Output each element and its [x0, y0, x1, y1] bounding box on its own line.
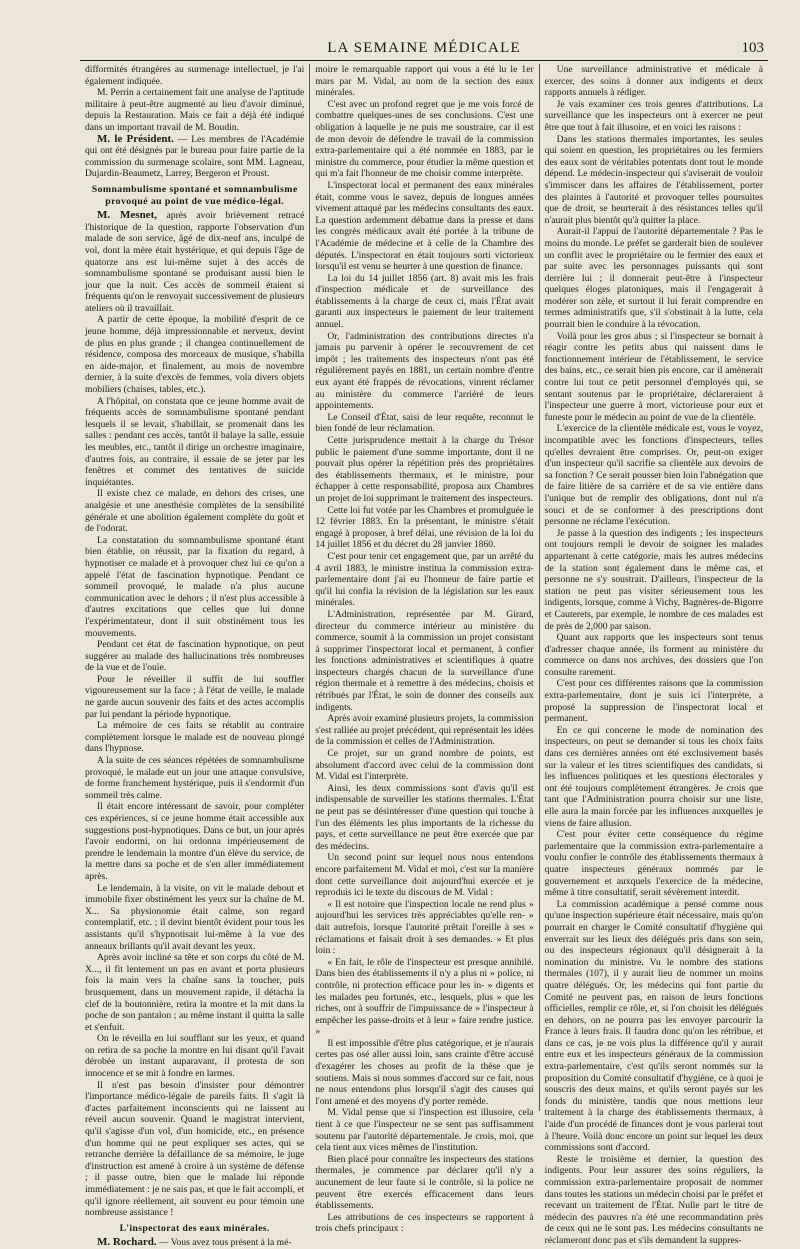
column-middle: [309, 64, 538, 1235]
paragraph: [85, 1237, 304, 1249]
paragraph: C'est avec un profond regret que je me vois forcé de combattre quelques-unes de ses conclusions. C'est une obligation à laquelle je ne puis me soustraire, car il est de mon devoir de défendre le travail de la commission extra-parlementaire qui a été nommée en 1883, par le ministre du commerce, pour étudier la même question et qui m'a fait l'honneur de me choisir comme interprète.: [315, 98, 534, 180]
paragraph: Dans les stations thermales importantes, les seules qui soient en question, les propriétaires ou les fermiers des eaux sont de véritables potentats dont tout le monde dépend. Le médecin-inspecteur qui s'aviserait de vouloir s'immiscer dans les affaires de l'établissement, porter des plaintes à l'autorité et provoquer telles poursuites que de droit, se heurterait à des résistances telles qu'il n'aurait plus bientôt qu'à quitter la place.: [544, 133, 764, 226]
column-right: [539, 64, 768, 1246]
paragraph: Je vais examiner ces trois genres d'attributions. La surveillance que les inspecteurs ont à exercer ne peut être que tout à fait illusoire, et en voici les raisons :: [544, 98, 764, 133]
paragraph: La mémoire de ces faits se rétablit au contraire complètement lorsque le malade est de nouveau plongé dans l'hypnose.: [85, 720, 305, 755]
paragraph: La loi du 14 juillet 1856 (art. 8) avait mis les frais d'inspection médicale et de surveillance des établissements à la charge de ceux ci, mais l'État avait garanti aux inspecteurs le paiement de leur traitement annuel.: [315, 272, 534, 331]
paragraph: Ainsi, les deux commissions sont d'avis qu'il est indispensable de surveiller les stations thermales. L'État ne peut pas se désintéresser d'une question qui touche à l'un des éléments les plus importants de la richesse du pays, et cette surveillance ne peut être exercée que par des médecins.: [315, 782, 534, 852]
paragraph: Un second point sur lequel nous nous entendons encore parfaitement M. Vidal et moi, c'est sur la manière dont cette surveillance doit aujourd'hui exercée et je reproduis ici le texte du discours de M. Vidal :: [315, 852, 534, 899]
speaker-name: M. Rochard.: [97, 1236, 157, 1249]
paragraph: Reste le troisième et dernier, la question des indigents. Pour leur assurer des soins réguliers, la commission extra-parlementaire proposait de nommer dans toutes les stations un médecin choisi par le préfet et recevant un traitement de l'État. Nulle part le titre de médecin des pauvres n'a été une recommandation près de ceux qui ne le sont pas. Les médecins consultants ne réclameront donc pas et s'ils demandent la suppres-: [544, 1153, 764, 1246]
page-number: 103: [741, 40, 764, 56]
paragraph: A partir de cette époque, la mobilité d'esprit de ce jeune homme, déjà impressionnable et nerveux, devint de plus en plus grande ; il changea continuellement de résidence, composa des morceaux de musique, s'habilla en aide-major, et finalement, au mois de novembre dernier, à la suite d'excès de femmes, vola divers objets mobiliers (chaises, tables, etc.).: [85, 314, 305, 396]
running-title: LA SEMAINE MÉDICALE: [327, 40, 521, 56]
paragraph: Le lendemain, à la visite, on vit le malade debout et immobile fixer obstinément les yeux sur la chaîne de M. X... Sa physionomie était calme, son regard contemplatif, etc. ; il devint bientôt évident pour tous les assistants qu'il s'hypnotisait lui-même à la vue des anneaux brillants qu'il avait devant les yeux.: [85, 882, 305, 952]
paragraph: [85, 134, 304, 180]
paragraph: Après avoir incliné sa tête et son corps du côté de M. X..., il fit lentement un pas en avant et porta plusieurs fois la main vers la chaîne sans la toucher, puis brusquement, dans un mouvement rapide, il détacha la clef de la boutonnière, retira la montre et la mit dans la poche de son pantalon ; au même instant il quitta la salle et s'enfuit.: [85, 952, 305, 1033]
paragraph: A l'hôpital, on constata que ce jeune homme avait de fréquents accès de somnambulisme spontané pendant lesquels il se levait, s'habillait, se promenait dans les salles : pendant ces accès, tantôt il balaye la salle, essuie les meubles, etc., tantôt il dirige un orchestre imaginaire, d'autres fois, au contraire, il essaie de se jeter par les fenêtres et commet des tentatives de suicide inquiétantes.: [85, 395, 305, 488]
quotation: « Il est notoire que l'inspection locale ne rend plus » aujourd'hui les services très appréciables qu'elle ren- » dait autrefois, lorsque l'autorité prêtait l'oreille à ses » réclamations et faisait droit à ses demandes. » Et plus loin :: [315, 898, 534, 957]
section-heading: L'inspectorat des eaux minérales.: [119, 1222, 270, 1234]
paragraph: C'est pour éviter cette conséquence du régime parlementaire que la commission extra-parlementaire a voulu confier le contrôle des établissements thermaux à quatre inspecteurs généraux nommés par le gouvernement et auxquels l'exercice de la médecine, même à titre consultatif, serait sévèrement interdit.: [544, 829, 764, 899]
paragraph: Je passe à la question des indigents ; les inspecteurs ont toujours rempli le devoir de soigner les malades appartenant à cette catégorie, mais les autres médecins de la station sont également dans le même cas, et personne ne s'y soustrait. D'ailleurs, l'inspecteur de la station ne peut pas visiter sérieusement tous les indigents, lorsque, comme à Vichy, Bagnères-de-Bigorre et Cauterets, par exemple, le nombre de ces malades est de près de 2,000 par saison.: [544, 527, 764, 632]
paragraph: Après avoir examiné plusieurs projets, la commission s'est ralliée au projet précédent, qui représentait les idées de la commission et celles de l'Administration.: [315, 713, 534, 748]
paragraph: On le réveilla en lui soufflant sur les yeux, et quand on retira de sa poche la montre en lui disant qu'il l'avait dérobée un instant auparavant, il protesta de son innocence et se mit à fondre en larmes.: [85, 1033, 305, 1080]
paragraph: Il est impossible d'être plus catégorique, et je n'aurais certes pas osé aller aussi loin, sans crainte d'être accusé d'exagérer les choses au profit de la thèse que je soutiens. Mais si nous sommes d'accord sur ce fait, nous ne nous entendons plus lorsqu'il s'agit des causes qui l'ont amené et des moyens d'y porter remède.: [315, 1037, 534, 1107]
paragraph: Il n'est pas besoin d'insister pour démontrer l'importance médico-légale de pareils faits. Il s'agit là d'actes parfaitement inconscients qui ne laissent au réveil aucun souvenir. Quand le magistrat intervient, qu'il s'agisse d'un vol, d'un homicide, etc., en présence d'un homme qui ne peut expliquer ses actes, qui se retranche derrière la défaillance de sa mémoire, le juge d'instruction est amené à croire à un système de défense ; il passe outre, bien que le malade lui réponde immédiatement : je ne sais pas, et que le fait accompli, et qu'il ignore réellement, ait souvent eu pour témoin une nombreuse assistance !: [85, 1079, 305, 1219]
paragraph: Aurait-il l'appui de l'autorité départementale ? Pas le moins du monde. Le préfet se garderait bien de soulever un conflit avec le propriétaire ou le fermier des eaux et par suite avec les personnages puissants qui sont derrière lui ; il donnerait peut-être à l'inspecteur quelques éloges platoniques, mais il l'engagerait à modérer son zèle, et surtout il lui ferait comprendre en termes administratifs que, s'il s'obstinait à la lutte, cela pourrait bien le conduire à la révocation.: [544, 226, 764, 331]
paragraph: Cette jurisprudence mettait à la charge du Trésor public le paiement d'une somme importante, dont il ne pouvait plus opérer la répétition près des propriétaires des établissements thermaux, et le ministre, pour échapper à cette responsabilité, proposa aux Chambres un projet de loi supprimant le traitement des inspecteurs.: [315, 435, 534, 504]
paragraph: Le Conseil d'État, saisi de leur requête, reconnut le bien fondé de leur réclamation.: [315, 411, 534, 435]
paragraph: Pendant cet état de fascination hypnotique, on peut suggérer au malade des hallucinations très nombreuses de la vue et de l'ouïe.: [85, 639, 305, 674]
paragraph: M. Vidal pense que si l'inspection est illusoire, cela tient à ce que l'inspecteur ne se sent pas suffisamment soutenu par l'autorité départementale. Je crois, moi, que cela tient aux vices mêmes de l'institution.: [315, 1107, 534, 1154]
paragraph: Une surveillance administrative et médicale à exercer, des soins à donner aux indigents et deux rapports annuels à rédiger.: [544, 64, 764, 99]
paragraph: Il était encore intéressant de savoir, pour compléter ces expériences, si ce jeune homme était accessible aux suggestions post-hypnotiques. Dans ce but, un jour après l'avoir endormi, on lui ordonna impérieusement de prendre le lendemain la montre d'un élève du service, de la mettre dans sa poche et de s'en aller immédiatement après.: [85, 801, 305, 882]
paragraph: En ce qui concerne le mode de nomination des inspecteurs, on peut se demander si tous les choix faits dans ces dernières années ont été exclusivement basés sur la valeur et les titres scientifiques des candidats, si les influences politiques et les questions électorales y ont été toujours complètement étrangères. Je crois que tant que l'Administration pourra choisir sur une liste, elle aura la main forcée par les influences auxquelles je viens de faire allusion.: [544, 724, 764, 829]
paragraph: Cette loi fut votée par les Chambres et promulguée le 12 février 1883. En la présentant, le ministre s'était engagé à proposer, à bref délai, une révision de la loi du 14 juillet 1856 et du décret du 28 janvier 1860.: [315, 504, 534, 551]
paragraph: A la suite de ces séances répétées de somnambulisme provoqué, le malade eut un jour une attaque convulsive, de forme franchement hystérique, puis il s'endormit d'un sommeil très calme.: [85, 755, 305, 801]
paragraph: Pour le réveiller il suffit de lui souffler vigoureusement sur la face ; à l'état de veille, le malade ne garde aucun souvenir des faits et des actes accomplis par lui pendant la période hypnotique.: [85, 673, 305, 720]
paragraph: L'Administration, représentée par M. Girard, directeur du commerce intérieur au ministère du commerce, soumit à la commission un projet consistant à supprimer l'inspectorat local et permanent, à confier les fonctions administratives et scientifiques à quatre inspecteurs chargés chacun de la surveillance d'une région thermale et à remettre à des médecins, choisis et rétribués par l'État, le soin de donner des conseils aux indigents.: [315, 608, 534, 713]
paragraph: La constatation du somnambulisme spontané étant bien établie, on réussit, par la fixation du regard, à hypnotiser ce malade et à provoquer chez lui ce qu'on a appelé l'état de fascination hypnotique. Pendant ce sommeil provoqué, le malade n'a plus aucune communication avec le dehors ; il n'est plus accessible à d'autres excitations que celles que lui donne l'expérimentateur, dont il suit obstinément tous les mouvements.: [85, 534, 305, 639]
speaker-name: M. Mesnet,: [97, 209, 157, 222]
paragraph: L'inspectorat local et permanent des eaux minérales était, comme vous le savez, depuis de longues années vivement attaqué par les médecins consultants des eaux. La question ardemment débattue dans la presse et dans les congrès médicaux avait été portée à la tribune de l'Académie de médecine et à celle de la Chambre des députés. L'inspectorat en était toujours sorti victorieux lorsqu'il est venu se heurter à une question de finance.: [315, 179, 534, 273]
section-heading: Somnambulisme spontané et somnambulisme provoqué au point de vue médico-légal.: [91, 183, 298, 207]
paragraph: Les attributions de ces inspecteurs se rapportent à trois chefs principaux :: [315, 1211, 534, 1235]
text-columns: [80, 64, 768, 1249]
page-header: [80, 40, 768, 61]
paragraph: Il existe chez ce malade, en dehors des crises, une analgésie et une anesthésie complètes de la sensibilité générale et une abolition également complète du goût et de l'odorat.: [85, 488, 305, 535]
paragraph: Bien placé pour connaître les inspecteurs des stations thermales, je commence par déclarer qu'il n'y a aucunement de leur faute si le contrôle, si la police ne peuvent être exercés efficacement dans leurs établissements.: [315, 1153, 534, 1212]
paragraph: L'exercice de la clientèle médicale est, vous le voyez, incompatible avec les fonctions d'inspecteurs, telles qu'elles devraient être comprises. Or, peut-on exiger d'un inspecteur qu'il sacrifie sa clientèle aux devoirs de sa fonction ? Ce serait pousser bien loin l'abnégation que de faire litière de sa carrière et de sa vie entière dans l'unique but de remplir des obligations, dont nul n'a souci et de se conformer à des prescriptions dont personne ne réclame l'exécution.: [544, 423, 764, 528]
paragraph: Quant aux rapports que les inspecteurs sont tenus d'adresser chaque année, ils forment au ministère du commerce ou dans nos archives, des dossiers que l'on consulte rarement.: [544, 632, 764, 678]
paragraph: La commission académique a pensé comme nous qu'une inspection supérieure était nécessaire, mais qu'on pourrait en charger le Comité consultatif d'hygiène qui enverrait sur les lieux des délégués pris dans son sein, ou des inspecteurs régionaux qu'il désignerait à la nomination du ministre. Vu le nombre des stations thermales (107), il y aurait lieu de nommer un moins quatre délégués. Or, les médecins qui font partie du Comité ne peuvent pas, en raison de leurs fonctions officielles, remplir ce rôle, et, si l'on choisit les délégués en dehors, on ne pourra pas les envoyer parcourir la France à leurs frais. Il faudra donc qu'on les rétribue, et dans ce cas, je ne vois plus la différence qu'il y aurait entre eux et les inspecteurs généraux de la commission extra-parlementaire, c'est qu'ils seront nommés sur la proposition du Comité consultatif d'hygiène, ce à quoi je souscris des deux mains, et qu'ils seront payés sur les fonds du ministère, tandis que nous mettions leur traitement à la charge des établissements thermaux, à l'aide d'un procédé de finances dont je vous parlerai tout à l'heure. Voilà donc encore un point sur lequel les deux commissions sont d'accord.: [544, 898, 764, 1154]
quotation: « En fait, le rôle de l'inspecteur est presque annihilé. Dans bien des établissements il n'y a plus ni » police, ni contrôle, ni protection efficace pour les in- » digents et les malades peu fortunés, etc., lesquels, plus » que les riches, ont à souffrir de l'impuissance de » l'inspecteur à empêcher les passe-droits et à leur » faire rendre justice. »: [315, 956, 534, 1038]
paragraph: M. Perrin a certainement fait une analyse de l'aptitude militaire à peut-être augmenté au lieu d'avoir diminué, depuis la Restauration. Mais ce fait a déjà été indiqué dans un important travail de M. Boudin.: [85, 87, 305, 133]
paragraph: moire le remarquable rapport qui vous a été lu le 1er mars par M. Vidal, au nom de la section des eaux minérales.: [315, 64, 534, 99]
paragraph: C'est pour ces différentes raisons que la commission extra-parlementaire, dont je suis ici l'interprète, a proposé la suppression de l'inspectorat local et permanent.: [544, 678, 764, 725]
paragraph: difformités étrangères au surmenage intellectuel, je l'ai également indiquée.: [85, 64, 305, 87]
paragraph: C'est pour tenir cet engagement que, par un arrêté du 4 avril 1883, le ministre institua la commission extra-parlementaire dont j'ai eu l'honneur de faire partie et qu'il lui confia la révision de la législation sur les eaux minérales.: [315, 550, 534, 609]
paragraph: Or, l'administration des contributions directes n'a jamais pu parvenir à opérer le recouvrement de cet impôt ; les traitements des inspecteurs n'ont pas été régulièrement payés en 1881, un certain nombre d'entre eux ayant été frappés de révocations, vinrent réclamer au ministère du commerce l'arriéré de leurs appointements.: [315, 330, 534, 412]
paragraph-text: — Vous avez tous présent à la mé-: [156, 1237, 292, 1249]
paragraph: Voilà pour les gros abus ; si l'inspecteur se bornait à réagir contre les petits abus qui naissent dans le fonctionnement intérieur de l'établissement, le service des bains, etc., ce serait bien pis encore, car il amènerait contre lui tout ce petit personnel d'employés qui, se sentant soutenus par le propriétaire, déclareraient à l'inspecteur une guerre à mort, victorieuse pour eux et funeste pour le médecin au point de vue de la clientèle.: [544, 330, 764, 423]
paragraph-text: — Les membres de l'Académie qui ont été désignés par le bureau pour faire partie de la commission du surmenage scolaire, sont MM. Lagneau, Dujardin-Beaumetz, Larrey, Bergeron et Proust.: [85, 133, 305, 180]
paragraph: [85, 210, 304, 314]
speaker-name: M. le Président.: [97, 132, 174, 145]
paragraph-text: après avoir brièvement retracé l'historique de la question, rapporte l'observation d'un malade de son service, âgé de dix-neuf ans, inculpé de vol, dont la mère était hystérique, et qui depuis l'âge de quatorze ans est lui-même sujet à des accès de somnambulisme spontané se produisant aussi bien le jour que la nuit. Ces accès de sommeil étaient si fréquents qu'on le renvoyait successivement de plusieurs ateliers où il travaillait.: [85, 210, 305, 314]
paragraph: Ce projet, sur un grand nombre de points, est absolument d'accord avec celui de la commission dont M. Vidal est l'interprète.: [315, 748, 534, 783]
column-left: [80, 64, 309, 1249]
